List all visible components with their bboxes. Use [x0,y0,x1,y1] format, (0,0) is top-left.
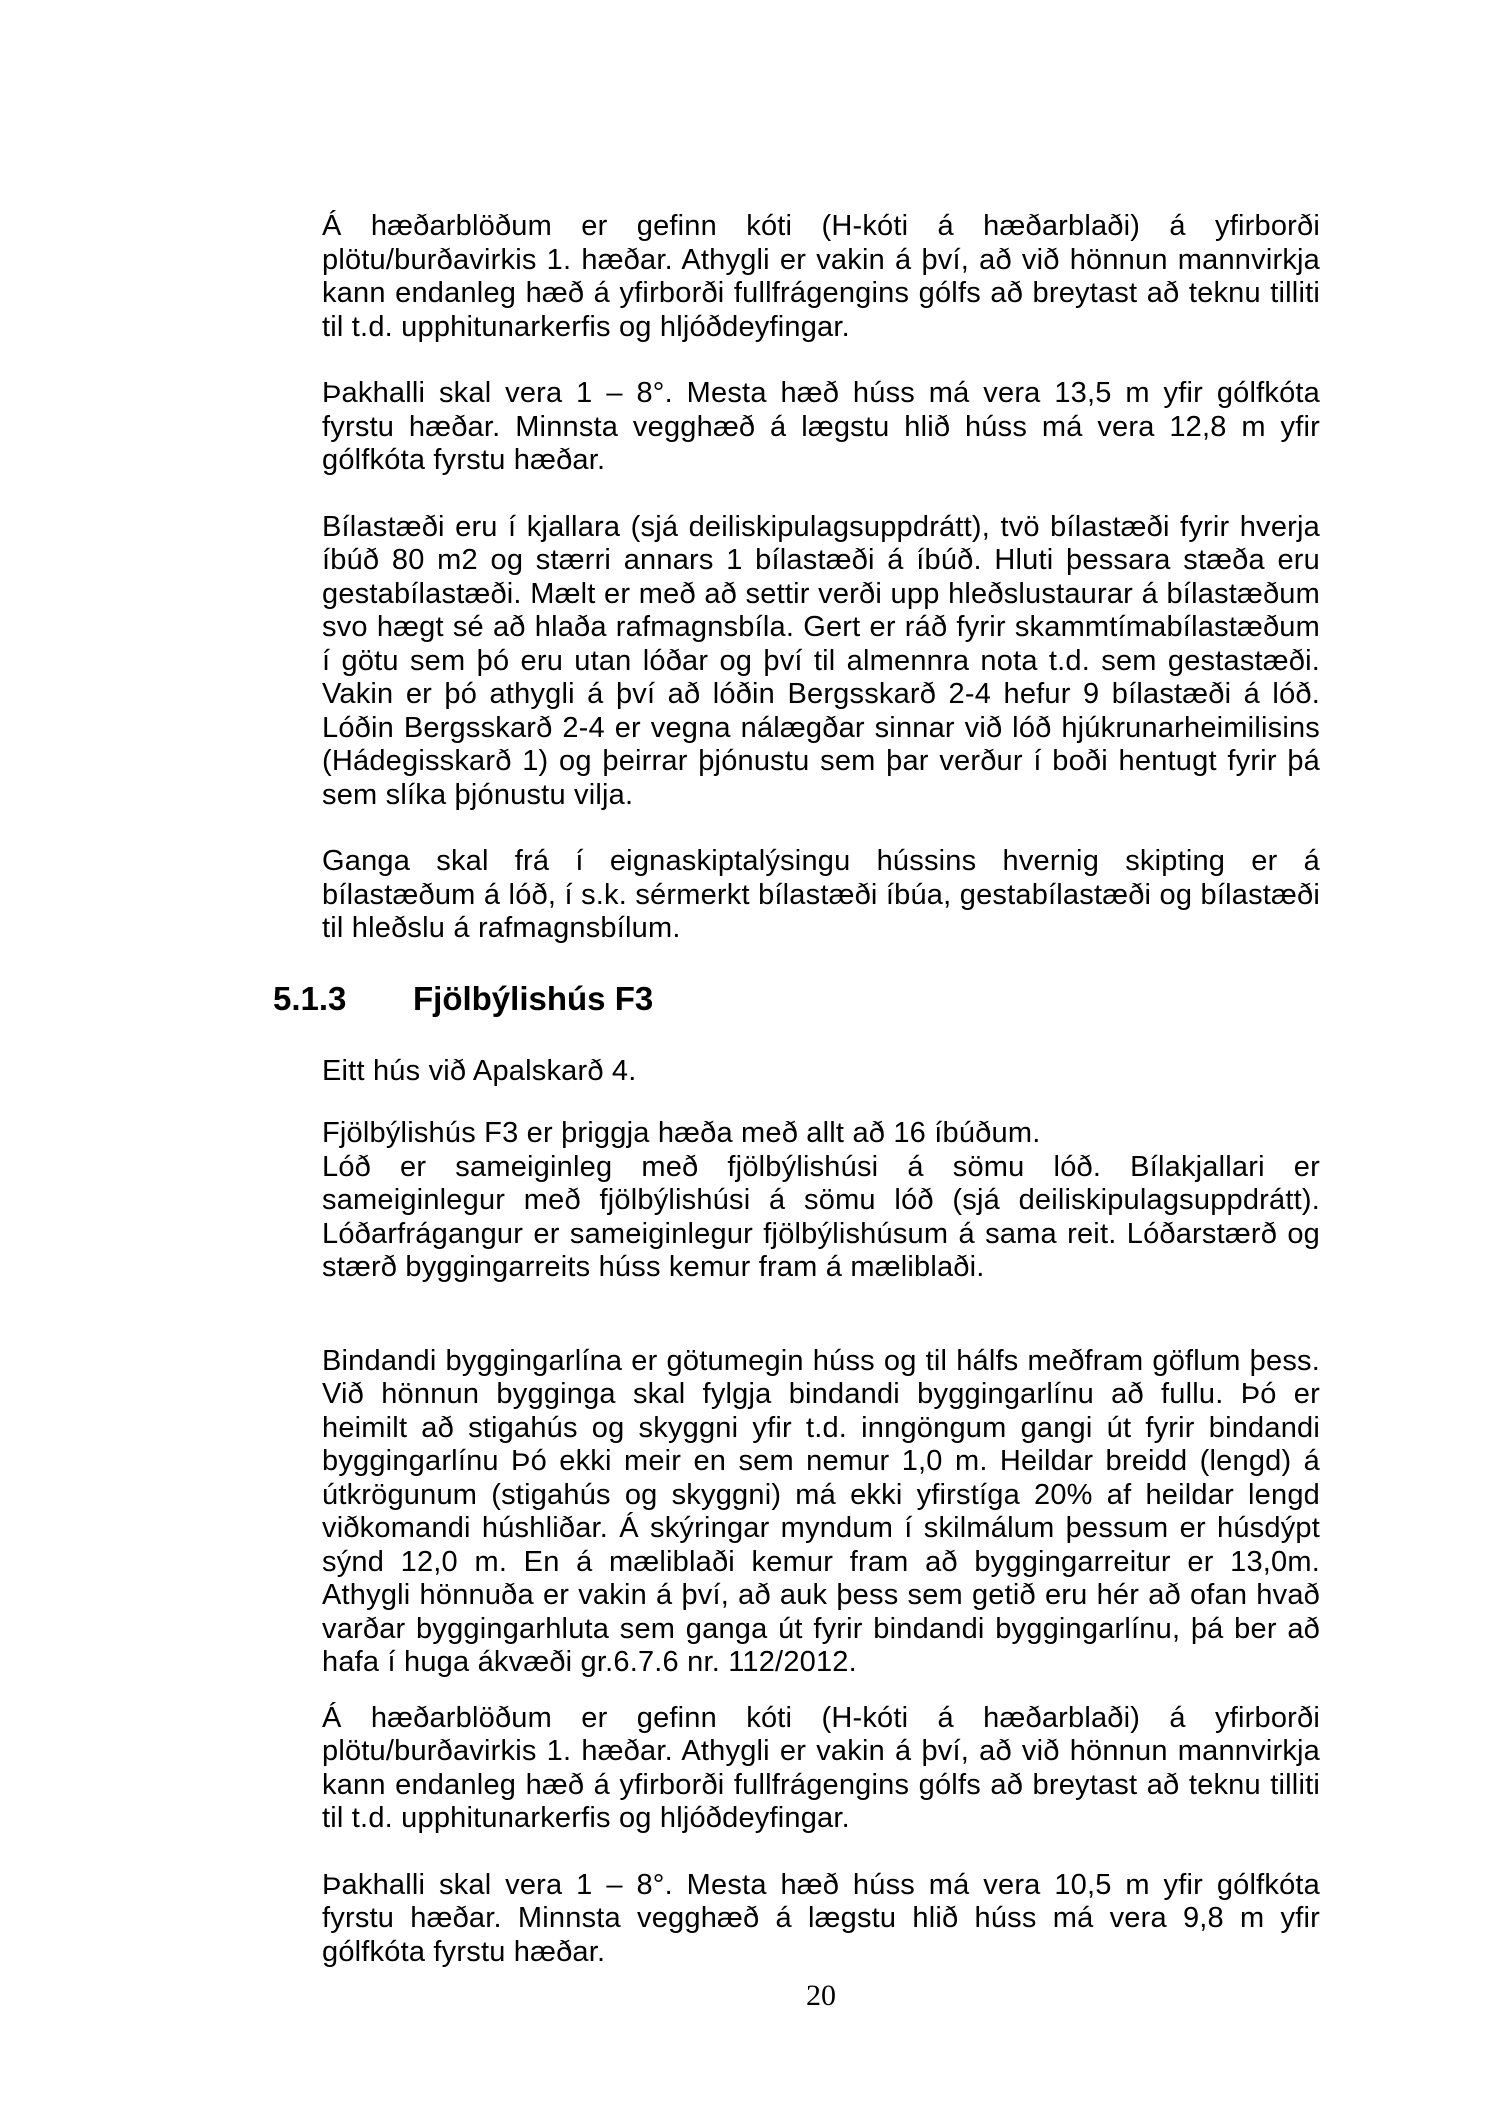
paragraph-shared-lot: Lóð er sameiginleg með fjölbýlishúsi á sömu lóð. Bílakjallari er sameiginlegur með fjölbýlishúsi á sömu lóð (sjá deiliskipulagsuppdrátt). Lóðarfrágangur er sameiginlegur fjölbýlishúsum á sama reit. Lóðarstærð og stærð byggingarreits húss kemur fram á mæliblaði. [322,1150,1320,1283]
paragraph-height-sheets-f3: Á hæðarblöðum er gefinn kóti (H-kóti á hæðarblaði) á yfirborði plötu/burðavirkis 1. hæðar. Athygli er vakin á því, að við hönnun mannvirkja kann endanleg hæð á yfirborði fullfrágengins gólfs að breytast að teknu tilliti til t.d. upphitunarkerfis og hljóðdeyfingar. [322,1701,1320,1834]
paragraph-ownership-division: Ganga skal frá í eignaskiptalýsingu hússins hvernig skipting er á bílastæðum á lóð, í s.k. sérmerkt bílastæði íbúa, gestabílastæði og bílastæði til hleðslu á rafmagnsbílum. [322,845,1320,944]
section-heading [273,979,1320,1019]
paragraph-binding-building-line: Bindandi byggingarlína er götumegin húss og til hálfs meðfram göflum þess. Við hönnun bygginga skal fylgja bindandi byggingarlínu að fullu. Þó er heimilt að stigahús og skyggni yfir t.d. inngöngum gangi út fyrir bindandi byggingarlínu Þó ekki meir en sem nemur 1,0 m. Heildar breidd (lengd) á útkrögunum (stigahús og skyggni) má ekki yfirstíga 20% af heildar lengd viðkomandi húshliðar. Á skýringar myndum í skilmálum þessum er húsdýpt sýnd 12,0 m. En á mæliblaði kemur fram að byggingarreitur er 13,0m. Athygli hönnuða er vakin á því, að auk þess sem getið eru hér að ofan hvað varðar byggingarhluta sem ganga út fyrir bindandi byggingarlínu, þá ber að hafa í huga ákvæði gr.6.7.6 nr. 112/2012. [322,1344,1320,1678]
paragraph-parking-spaces: Bílastæði eru í kjallara (sjá deiliskipulagsuppdrátt), tvö bílastæði fyrir hverja íbúð 80 m2 og stærri annars 1 bílastæði á íbúð. Hluti þessara stæða eru gestabílastæði. Mælt er með að settir verði upp hleðslustaurar á bílastæðum svo hægt sé að hlaða rafmagnsbíla. Gert er ráð fyrir skammtímabílastæðum í götu sem þó eru utan lóðar og því til almennra nota t.d. sem gestastæði. Vakin er þó athygli á því að lóðin Bergsskarð 2-4 hefur 9 bílastæði á lóð. Lóðin Bergsskarð 2-4 er vegna nálægðar sinnar við lóð hjúkrunarheimilisins (Hádegisskarð 1) og þeirrar þjónustu sem þar verður í boði hentugt fyrir þá sem slíka þjónustu vilja. [322,510,1320,811]
paragraph-roof-slope-f3: Þakhalli skal vera 1 – 8°. Mesta hæð húss má vera 10,5 m yfir gólfkóta fyrstu hæðar. Minnsta vegghæð á lægstu hlið húss má vera 9,8 m yfir gólfkóta fyrstu hæðar. [322,1868,1320,1968]
section-heading-title: Fjölbýlishús F3 [413,979,654,1017]
text-column [273,210,1320,2013]
paragraph-f3-intro: Fjölbýlishús F3 er þriggja hæða með allt að 16 íbúðum. [322,1117,1041,1149]
page-number: 20 [806,1979,836,2012]
paragraph-one-house-apalskard: Eitt hús við Apalskarð 4. [322,1054,637,1087]
section-heading-number: 5.1.3 [273,979,347,1017]
paragraph-roof-slope-f2: Þakhalli skal vera 1 – 8°. Mesta hæð húss má vera 13,5 m yfir gólfkóta fyrstu hæðar. Minnsta vegghæð á lægstu hlið húss má vera 12,8 m yfir gólfkóta fyrstu hæðar. [322,377,1320,476]
paragraph-height-sheets-f2: Á hæðarblöðum er gefinn kóti (H-kóti á hæðarblaði) á yfirborði plötu/burðavirkis 1. hæðar. Athygli er vakin á því, að við hönnun mannvirkja kann endanleg hæð á yfirborði fullfrágengins gólfs að breytast að teknu tilliti til t.d. upphitunarkerfis og hljóðdeyfingar. [322,210,1320,343]
